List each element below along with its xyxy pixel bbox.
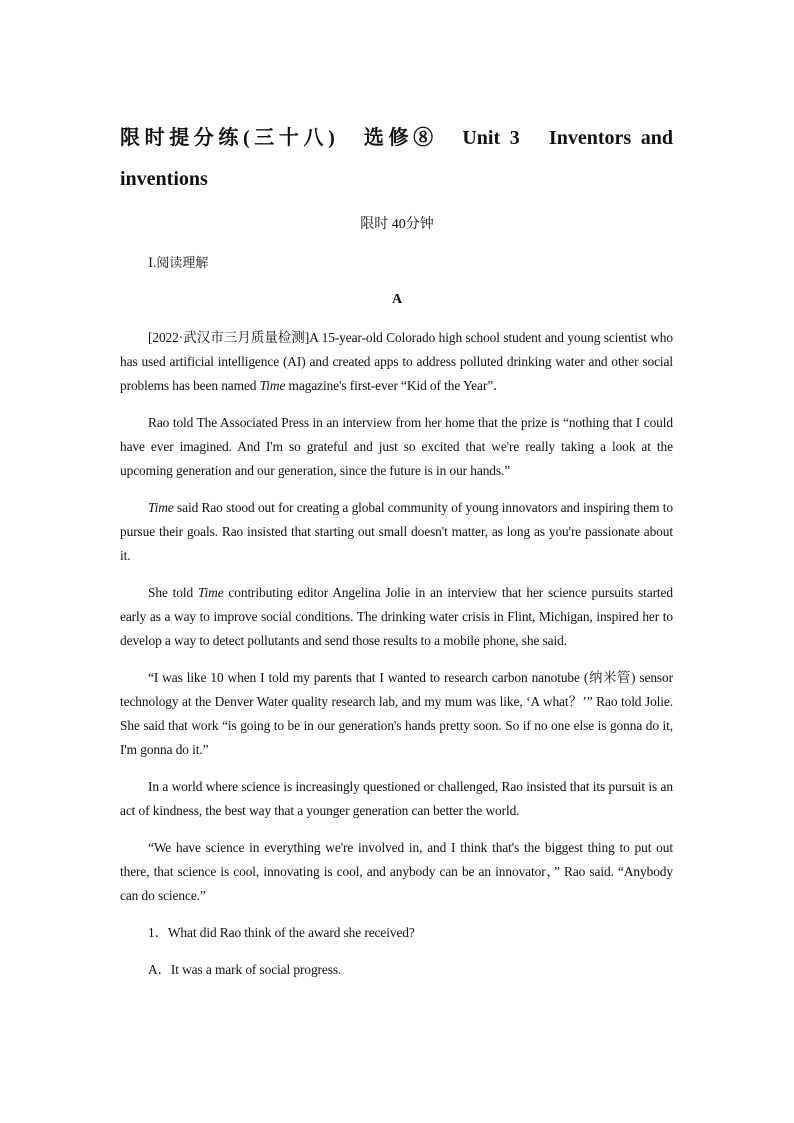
passage-body: [120, 326, 673, 995]
paragraph-7: “We have science in everything we're involved in, and I think that's the biggest thing to put out there, that science is cool, innovating is cool, and anybody can be an innovator，” Rao said. “Anybody can do science.”: [120, 840, 673, 903]
option-a: A．It was a mark of social progress.: [148, 962, 342, 977]
question-1: 1．What did Rao think of the award she received?: [148, 925, 415, 940]
source-citation: [2022·武汉市三月质量检测]: [148, 330, 310, 345]
paragraph-3: Time said Rao stood out for creating a global community of young innovators and inspiring them to pursue their goals. Rao insisted that starting out small doesn't matter, as long as you're passionate about it.: [120, 500, 673, 563]
time-limit: 限时 40分钟: [360, 217, 434, 232]
paragraph-5: “I was like 10 when I told my parents that I wanted to research carbon nanotube (纳米管) sensor technology at the Denver Water quality research lab, and my mum was like, ‘A what？’” Rao told Jolie. She said that work “is going to be in our generation's hands pretty soon. So if no one else is gonna do it, I'm gonna do it.”: [120, 670, 673, 757]
page-title: 限时提分练(三十八) 选修⑧ Unit 3 Inventors and inventions: [120, 127, 673, 190]
passage-letter: A: [391, 292, 403, 307]
paragraph-6: In a world where science is increasingly questioned or challenged, Rao insisted that its pursuit is an act of kindness, the best way that a younger generation can better the world.: [120, 779, 673, 818]
section-heading: Ⅰ.阅读理解: [148, 255, 209, 270]
paragraph-4: She told Time contributing editor Angelina Jolie in an interview that her science pursuits started early as a way to improve social conditions. The drinking water crisis in Flint, Michigan, inspired her to develop a way to detect pollutants and send those results to a mobile phone, she said.: [120, 585, 673, 648]
paragraph-1: [2022·武汉市三月质量检测]A 15-year-old Colorado high school student and young scientist who has used artificial intelligence (AI) and created apps to address polluted drinking water and other social problems has been named Time magazine's first-ever “Kid of the Year”．: [120, 330, 673, 393]
paragraph-2: Rao told The Associated Press in an interview from her home that the prize is “nothing that I could have ever imagined. And I'm so grateful and just so excited that we're really taking a look at the upcoming generation and our generation, since the future is in our hands.”: [120, 415, 673, 478]
magazine-name: Time: [259, 378, 286, 393]
magazine-name: Time: [197, 585, 224, 600]
magazine-name: Time: [148, 500, 174, 515]
